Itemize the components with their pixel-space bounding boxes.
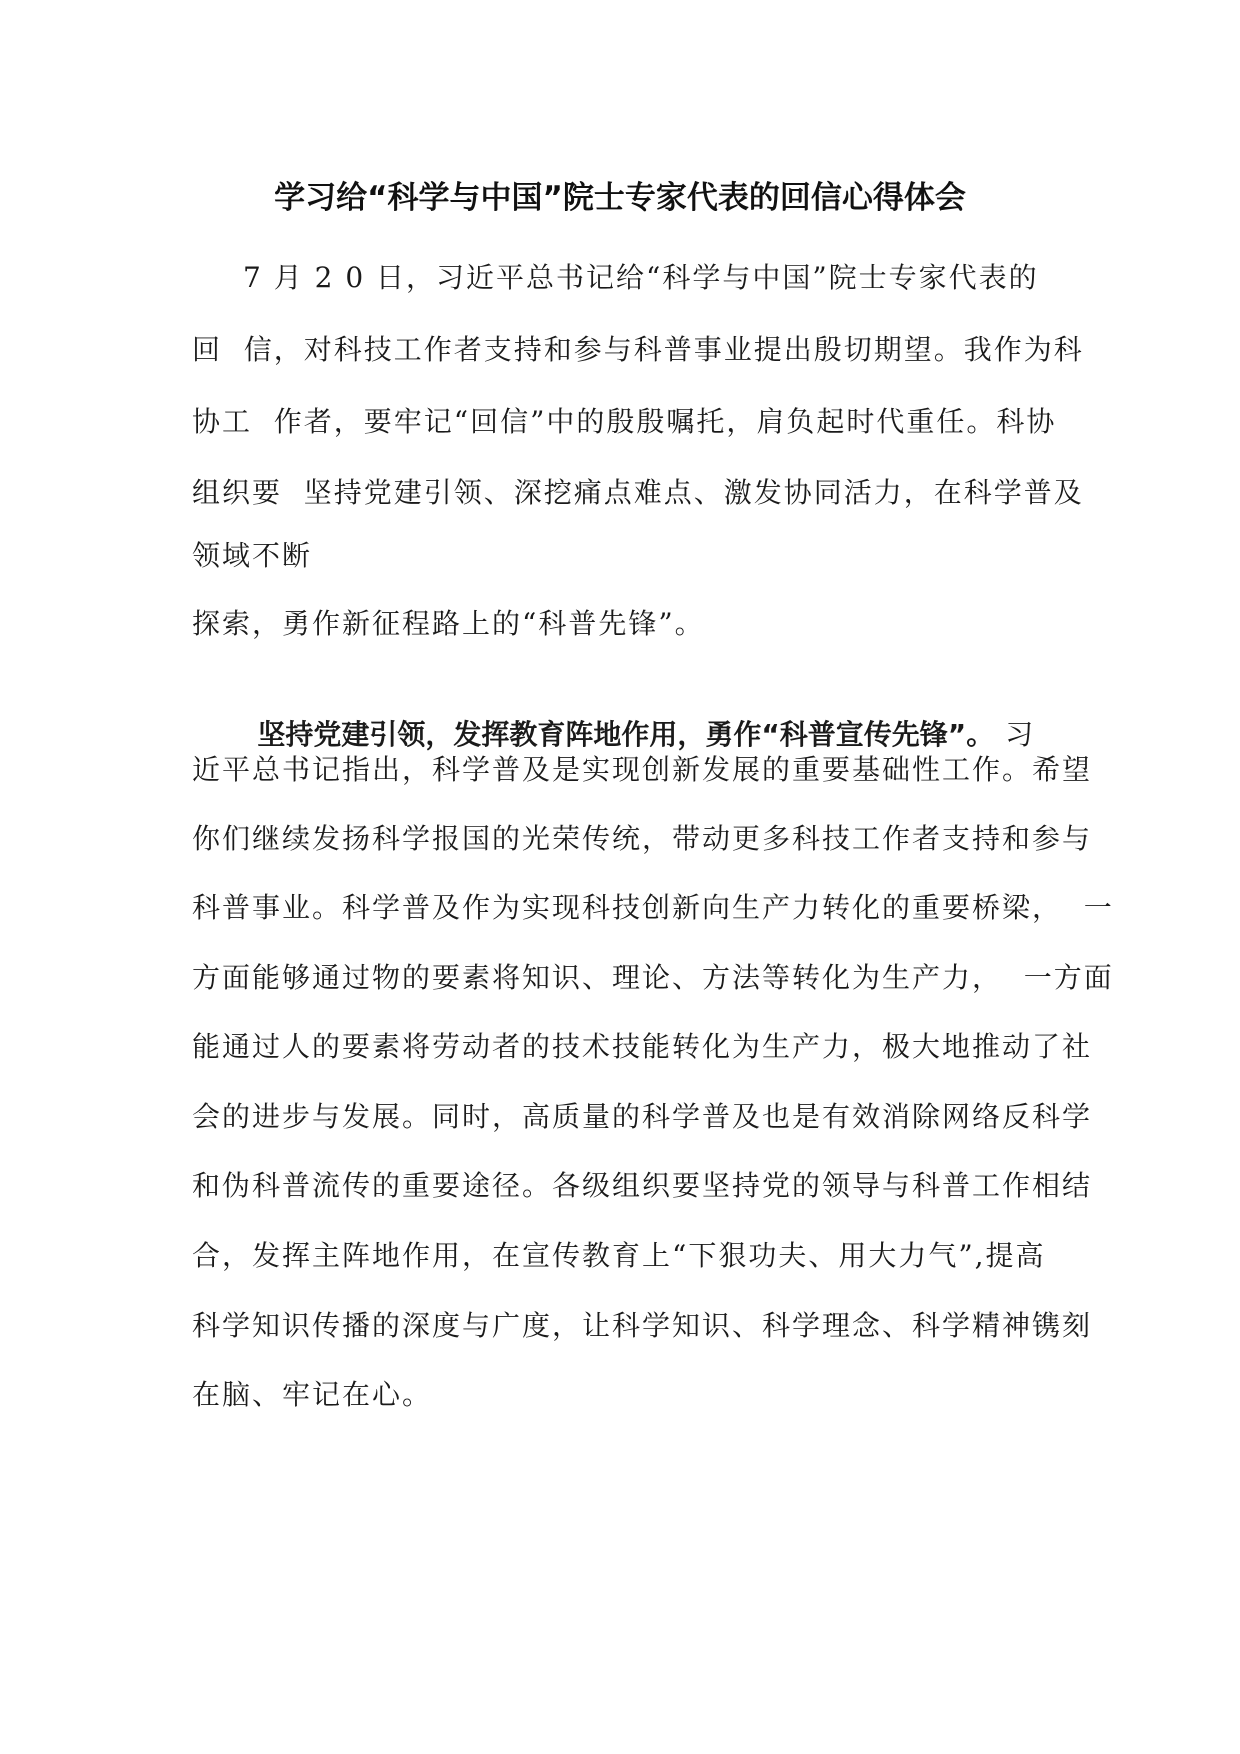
paragraph-2-line: 科普事业。科学普及作为实现科技创新向生产力转化的重要桥梁， 一	[192, 891, 1114, 924]
paragraph-1-line: 协工 作者，要牢记“回信”中的殷殷嘱托，肩负起时代重任。科协	[192, 405, 1057, 438]
paragraph-2-line: 合，发挥主阵地作用，在宣传教育上“下狠功夫、用大力气”,提高	[192, 1239, 1046, 1272]
paragraph-2-heading: 坚持党建引领，发挥教育阵地作用，勇作“科普宣传先锋”。	[257, 718, 995, 751]
paragraph-1-line: 领域不断	[192, 539, 313, 572]
paragraph-1-line: 7 月 2 0 日，习近平总书记给“科学与中国”院士专家代表的	[243, 261, 1039, 294]
paragraph-2-line: 和伪科普流传的重要途径。各级组织要坚持党的领导与科普工作相结	[192, 1169, 1093, 1202]
paragraph-2-line: 你们继续发扬科学报国的光荣传统，带动更多科技工作者支持和参与	[192, 822, 1093, 855]
paragraph-2-heading-tail: 习	[994, 718, 1036, 751]
paragraph-2-line: 在脑、牢记在心。	[192, 1378, 433, 1411]
document-title: 学习给“科学与中国”院士专家代表的回信心得体会	[274, 180, 966, 216]
paragraph-2-line: 能通过人的要素将劳动者的技术技能转化为生产力，极大地推动了社	[192, 1030, 1093, 1063]
paragraph-2-line: 近平总书记指出，科学普及是实现创新发展的重要基础性工作。希望	[192, 753, 1093, 786]
paragraph-2-line: 方面能够通过物的要素将知识、理论、方法等转化为生产力， 一方面	[192, 961, 1114, 994]
paragraph-1-line: 回 信，对科技工作者支持和参与科普事业提出殷切期望。我作为科	[192, 333, 1084, 366]
paragraph-1-line: 组织要 坚持党建引领、深挖痛点难点、激发协同活力，在科学普及	[192, 476, 1084, 509]
paragraph-2-line: 科学知识传播的深度与广度，让科学知识、科学理念、科学精神镌刻	[192, 1309, 1093, 1342]
paragraph-2-line: 会的进步与发展。同时，高质量的科学普及也是有效消除网络反科学	[192, 1100, 1093, 1133]
paragraph-1-line: 探索，勇作新征程路上的“科普先锋”。	[192, 607, 705, 640]
